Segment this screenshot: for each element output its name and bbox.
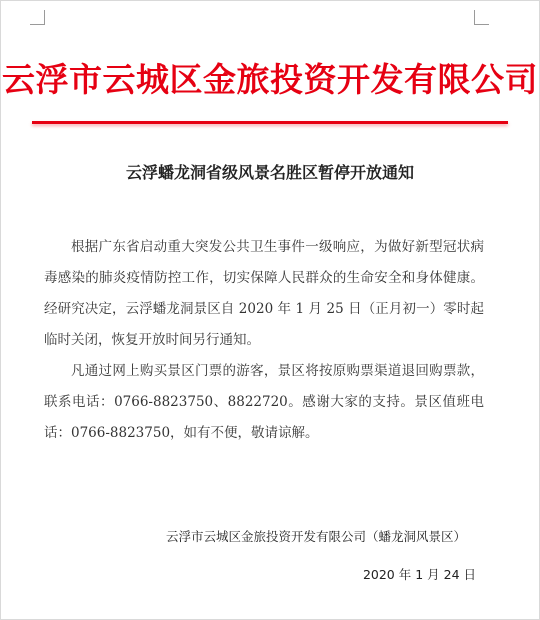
issue-date: 2020 年 1 月 24 日 xyxy=(362,567,476,582)
crop-mark-top-left xyxy=(30,10,45,25)
notice-paragraph-2: 凡通过网上购买景区门票的游客，景区将按原购票渠道退回购票款，联系电话：0766-8823750、8822720。感谢大家的支持。景区值班电话：0766-8823750，如有不便，敬请谅解。 xyxy=(44,363,484,441)
letterhead-red-rule xyxy=(32,121,508,124)
letterhead-company-name: 云浮市云城区金旅投资开发有限公司 xyxy=(2,60,538,99)
notice-title: 云浮蟠龙洞省级风景名胜区暂停开放通知 xyxy=(125,163,414,182)
issuer-signature: 云浮市云城区金旅投资开发有限公司（蟠龙洞风景区） xyxy=(165,529,466,544)
notice-paragraph-1: 根据广东省启动重大突发公共卫生事件一级响应，为做好新型冠状病毒感染的肺炎疫情防控工作，切实保障人民群众的生命安全和身体健康。经研究决定，云浮蟠龙洞景区自 2020 年 1 月 25 日（正月初一）零时起临时关闭，恢复开放时间另行通知。 xyxy=(44,239,484,348)
crop-mark-top-right xyxy=(474,10,489,25)
notice-body xyxy=(44,232,484,449)
